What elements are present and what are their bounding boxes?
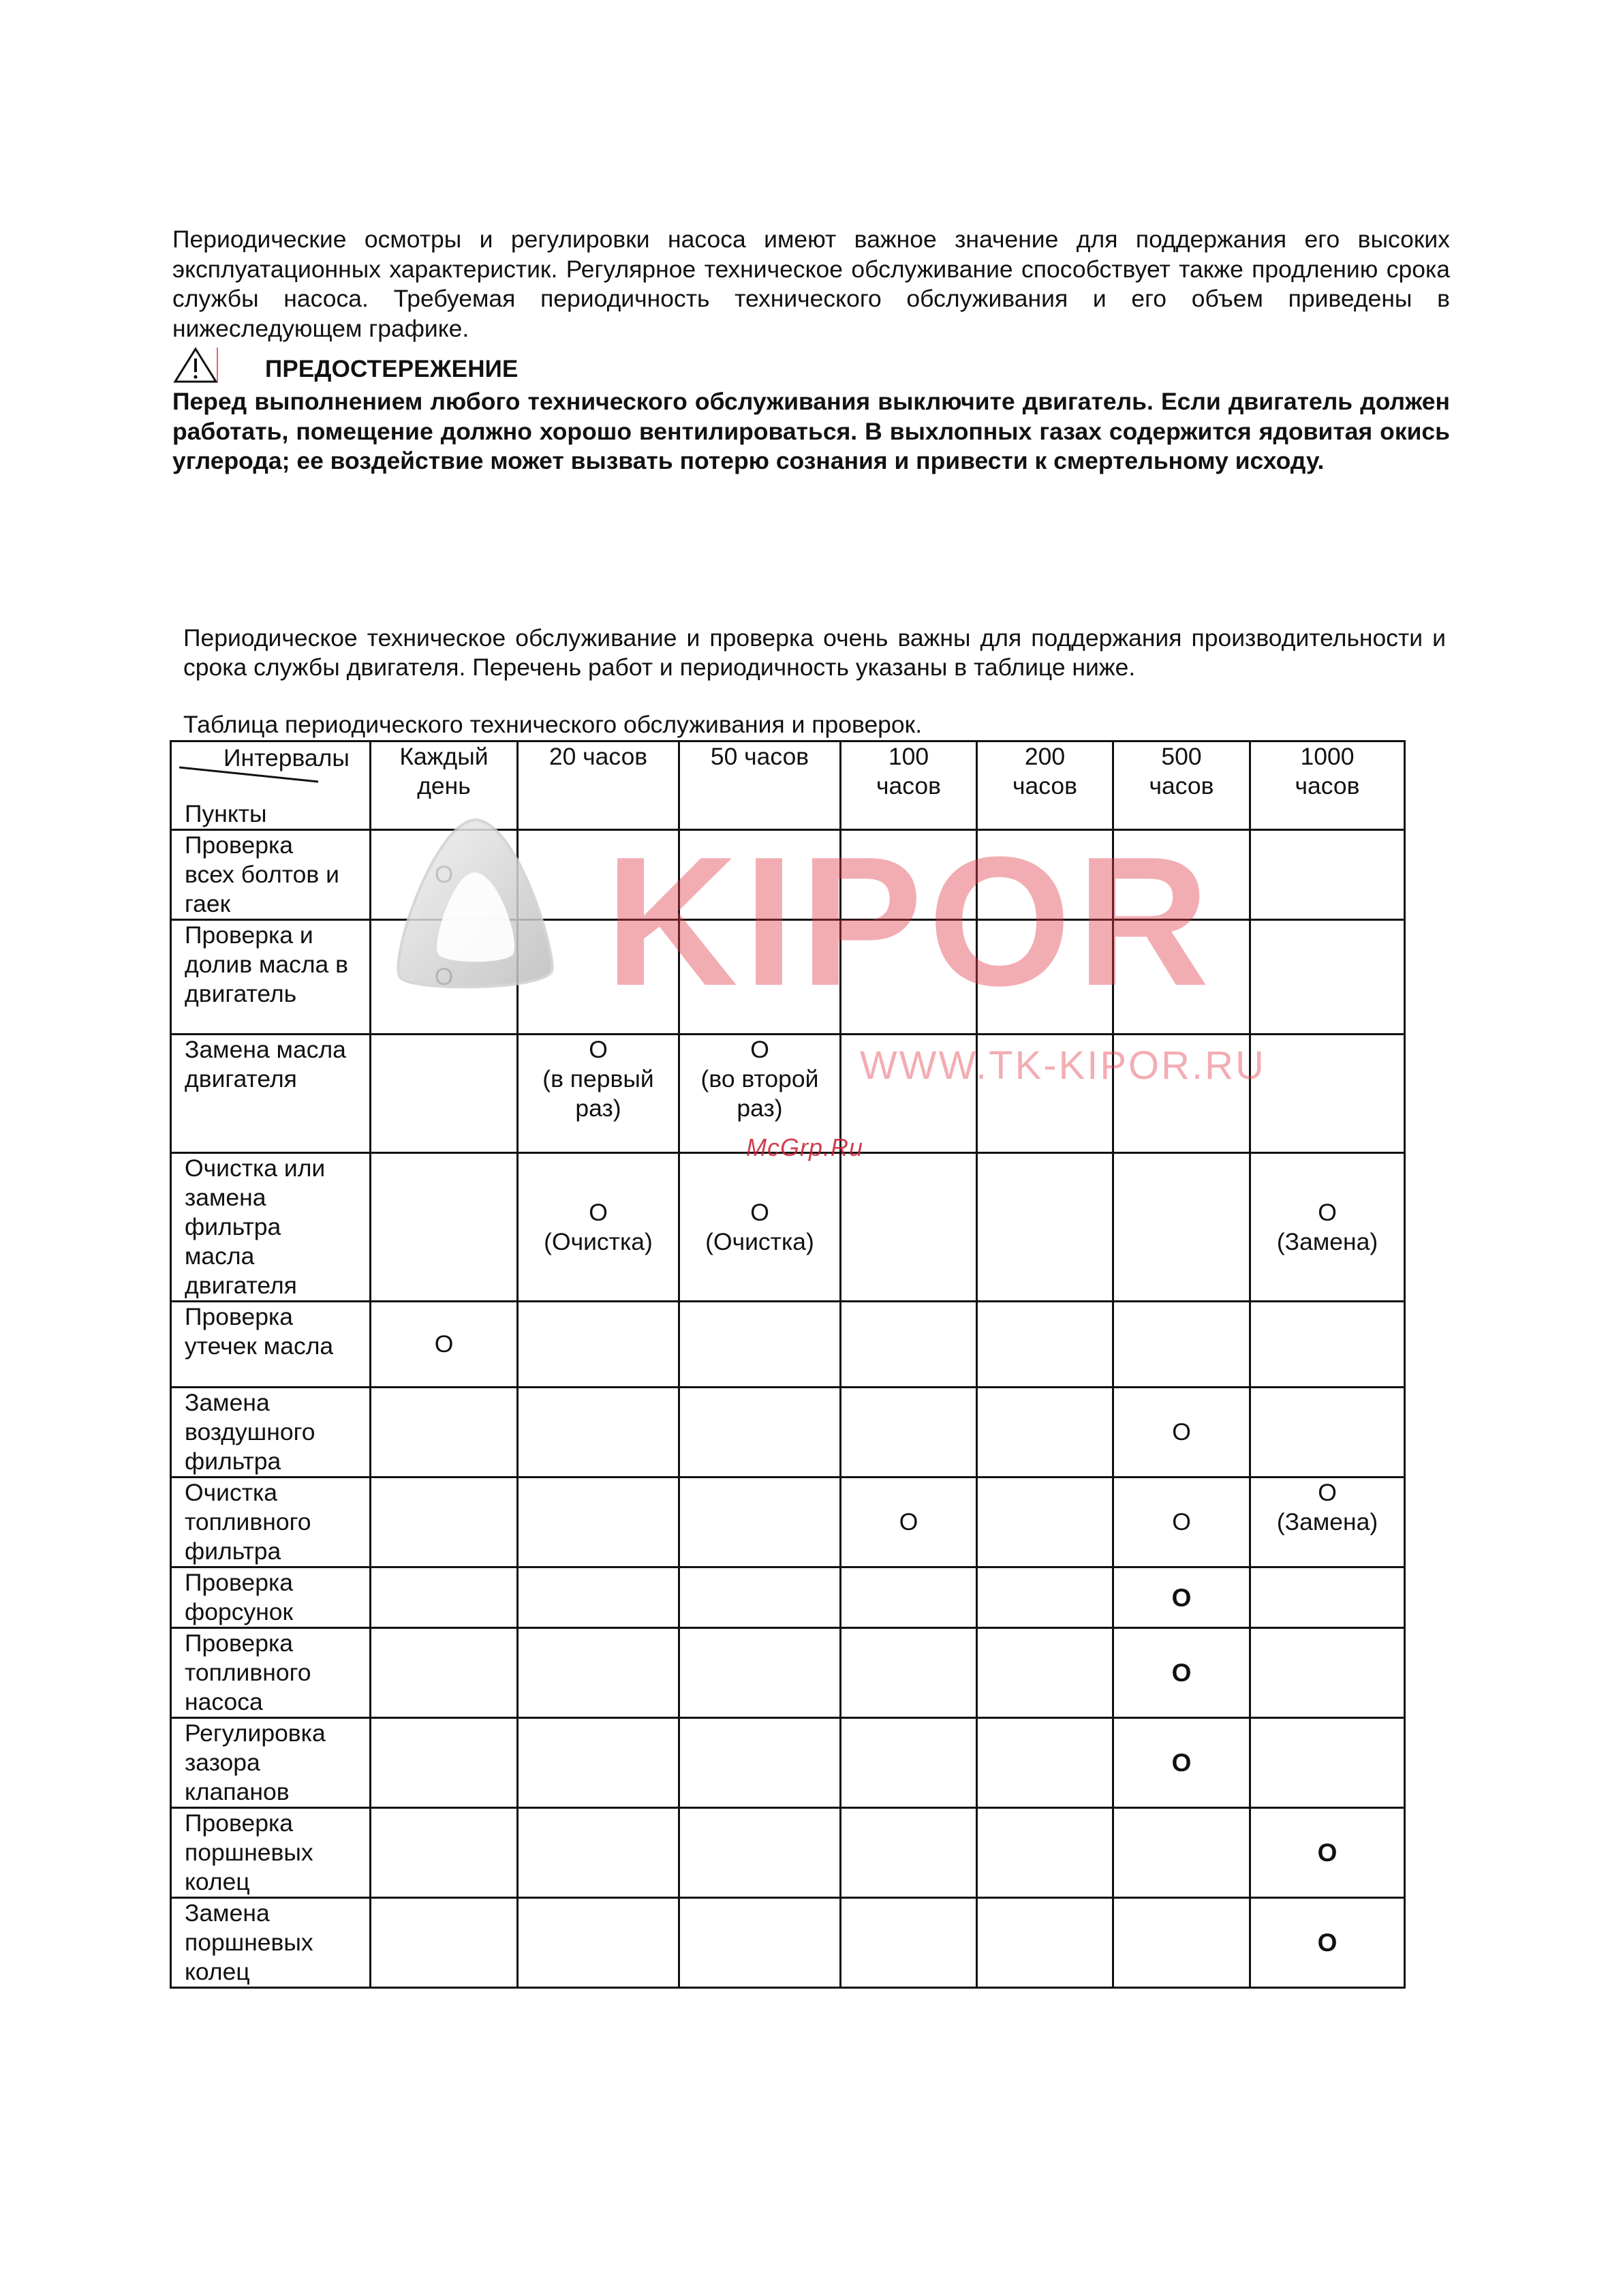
row-label — [171, 1388, 371, 1478]
row-label-line: Замена — [185, 1899, 270, 1927]
maintenance-mark — [1114, 1507, 1249, 1537]
column-header-line1: 200 — [1024, 743, 1066, 770]
schedule-cell — [371, 1898, 518, 1988]
schedule-cell — [1113, 1478, 1250, 1567]
row-label-line: Регулировка — [185, 1719, 326, 1747]
corner-intervals-label: Интервалы — [223, 744, 350, 771]
column-header-line1: 100 — [888, 743, 929, 770]
schedule-cell — [518, 1898, 679, 1988]
row-label-line: двигателя — [185, 1272, 297, 1299]
intro-text: Периодические осмотры и регулировки насоса имеют важное значение для поддержания его высоких эксплуатационных характеристик. Регулярное техническое обслуживание способствует также продлению срока службы насоса. Требуемая периодичность технического обслуживания и его объем приведены в нижеследующем графике. — [172, 226, 1450, 342]
schedule-cell — [1250, 1478, 1405, 1567]
row-label-line: масла — [185, 1242, 255, 1270]
maintenance-mark — [1251, 1478, 1404, 1537]
schedule-cell — [977, 1302, 1113, 1388]
schedule-cell — [1113, 1628, 1250, 1718]
row-label — [171, 1153, 371, 1302]
row-label-line: утечек масла — [185, 1332, 334, 1360]
row-label-line: насоса — [185, 1688, 263, 1715]
row-label-line: долив масла в — [185, 951, 349, 978]
maintenance-mark — [680, 1035, 839, 1123]
schedule-cell — [1250, 920, 1405, 1035]
table-row — [171, 1478, 1405, 1567]
column-header-3 — [841, 741, 977, 830]
table-row — [171, 1567, 1405, 1628]
maintenance-mark — [1251, 1198, 1404, 1257]
schedule-cell — [1250, 1388, 1405, 1478]
schedule-cell — [1113, 1808, 1250, 1898]
row-label-line: двигатель — [185, 980, 297, 1007]
mark-line: раз) — [737, 1095, 783, 1122]
schedule-cell — [1250, 1898, 1405, 1988]
schedule-cell — [371, 1388, 518, 1478]
row-label — [171, 1898, 371, 1988]
mark-line: (Замена) — [1276, 1227, 1378, 1255]
row-label-line: Очистка или — [185, 1154, 326, 1182]
schedule-cell — [1113, 1718, 1250, 1808]
schedule-cell — [1250, 1628, 1405, 1718]
maintenance-mark — [680, 1198, 839, 1257]
warning-title: ПРЕДОСТЕРЕЖЕНИЕ — [265, 356, 519, 382]
row-label-line: фильтра — [185, 1537, 281, 1565]
mark-line: O — [1318, 1479, 1337, 1506]
schedule-cell — [371, 1153, 518, 1302]
warning-text-block — [172, 387, 1450, 476]
mark-line: O — [589, 1036, 608, 1063]
maintenance-mark — [519, 1035, 678, 1123]
column-header-line1: 50 часов — [710, 743, 809, 770]
maintenance-mark: O — [1171, 1583, 1192, 1612]
mark-line: O — [434, 1330, 454, 1358]
schedule-cell — [518, 1628, 679, 1718]
engine-paragraph — [183, 624, 1446, 682]
schedule-cell — [1250, 1153, 1405, 1302]
row-label-line: Проверка — [185, 1809, 294, 1837]
mark-line: O — [750, 1198, 769, 1226]
schedule-cell — [1250, 1035, 1405, 1153]
row-label-line: гаек — [185, 890, 231, 917]
schedule-cell — [1113, 1567, 1250, 1628]
schedule-cell — [841, 1388, 977, 1478]
mark-line: (Замена) — [1276, 1508, 1378, 1535]
schedule-cell — [371, 1718, 518, 1808]
row-label — [171, 920, 371, 1035]
schedule-cell — [371, 1478, 518, 1567]
table-row — [171, 1302, 1405, 1388]
mark-line: (во второй — [700, 1065, 819, 1092]
mark-line: (в первый — [542, 1065, 654, 1092]
row-label-line: топливного — [185, 1508, 311, 1535]
warning-triangle-icon — [172, 346, 220, 384]
watermark-brand: KIPOR — [605, 819, 1216, 1024]
corner-items-label: Пункты — [185, 800, 267, 827]
row-label-line: поршневых — [185, 1929, 313, 1956]
schedule-cell — [679, 1153, 841, 1302]
schedule-cell — [371, 1035, 518, 1153]
schedule-cell — [518, 1388, 679, 1478]
mark-line: O — [1172, 1418, 1191, 1445]
row-label-line: воздушного — [185, 1418, 315, 1445]
schedule-cell — [841, 1898, 977, 1988]
column-header-line1: 20 часов — [548, 743, 648, 770]
schedule-cell — [841, 1153, 977, 1302]
column-header-4 — [977, 741, 1113, 830]
maintenance-mark: O — [1171, 1749, 1192, 1777]
row-label-line: Проверка — [185, 1303, 294, 1330]
schedule-cell — [977, 1898, 1113, 1988]
schedule-cell — [518, 1153, 679, 1302]
column-header-6 — [1250, 741, 1405, 830]
row-label — [171, 1808, 371, 1898]
maintenance-mark — [1114, 1418, 1249, 1447]
schedule-cell — [1250, 1302, 1405, 1388]
watermark-url: WWW.TK-KIPOR.RU — [860, 1043, 1266, 1088]
schedule-cell — [1250, 830, 1405, 920]
row-label-line: всех болтов и — [185, 861, 339, 888]
row-label-line: зазора — [185, 1749, 260, 1776]
column-header-line1: 500 — [1161, 743, 1202, 770]
maintenance-mark: O — [1317, 1839, 1338, 1867]
schedule-cell — [1250, 1718, 1405, 1808]
row-label-line: клапанов — [185, 1778, 290, 1805]
schedule-cell — [679, 1898, 841, 1988]
column-header-line1: 1000 — [1300, 743, 1355, 770]
schedule-cell — [679, 1388, 841, 1478]
table-row — [171, 1628, 1405, 1718]
schedule-cell — [518, 1808, 679, 1898]
row-label — [171, 1567, 371, 1628]
row-label-line: фильтра — [185, 1448, 281, 1475]
table-row — [171, 1388, 1405, 1478]
mark-line: O — [1318, 1198, 1337, 1226]
row-label-line: Проверка — [185, 1629, 294, 1657]
schedule-cell — [1113, 1388, 1250, 1478]
row-label-line: двигателя — [185, 1065, 297, 1092]
column-header-line2: часов — [1013, 772, 1077, 799]
row-label-line: Проверка и — [185, 921, 313, 949]
schedule-cell — [977, 1718, 1113, 1808]
schedule-cell — [518, 1478, 679, 1567]
schedule-cell — [1113, 1302, 1250, 1388]
schedule-cell — [679, 1628, 841, 1718]
schedule-cell — [841, 1808, 977, 1898]
schedule-cell — [679, 1302, 841, 1388]
column-header-line2: часов — [1295, 772, 1360, 799]
mark-line: O — [750, 1036, 769, 1063]
row-label-line: замена — [185, 1184, 266, 1211]
row-label-line: Очистка — [185, 1479, 278, 1506]
column-header-line2: часов — [876, 772, 941, 799]
maintenance-mark — [519, 1198, 678, 1257]
engine-text: Периодическое техническое обслуживание и проверка очень важны для поддержания производительности и срока службы двигателя. Перечень работ и периодичность указаны в таблице ниже. — [183, 624, 1446, 681]
row-label — [171, 1302, 371, 1388]
column-header-line2: день — [417, 772, 471, 799]
mark-line: (Очистка) — [705, 1227, 814, 1255]
row-label — [171, 830, 371, 920]
warning-text: Перед выполнением любого технического обслуживания выключите двигатель. Если двигатель должен работать, помещение должно хорошо вентилироваться. В выхлопных газах содержится ядовитая окись углерода; ее воздействие может вызвать потерю сознания и привести к смертельному исходу. — [172, 388, 1450, 474]
schedule-cell — [679, 1718, 841, 1808]
mark-line: O — [1172, 1508, 1191, 1535]
table-row — [171, 1808, 1405, 1898]
schedule-cell — [518, 1567, 679, 1628]
intro-paragraph — [172, 225, 1450, 343]
row-label-line: Замена — [185, 1389, 270, 1416]
row-label-line: Проверка — [185, 1569, 294, 1596]
schedule-cell — [841, 1628, 977, 1718]
mark-line: O — [589, 1198, 608, 1226]
schedule-cell — [518, 1302, 679, 1388]
schedule-cell — [371, 1628, 518, 1718]
row-label-line: колец — [185, 1868, 250, 1895]
mark-line: раз) — [575, 1095, 621, 1122]
maintenance-mark: O — [1317, 1929, 1338, 1957]
schedule-cell — [371, 1808, 518, 1898]
schedule-cell — [679, 1808, 841, 1898]
column-header-5 — [1113, 741, 1250, 830]
watermark-mcgrp: McGrp.Ru — [746, 1133, 864, 1161]
schedule-cell — [1250, 1567, 1405, 1628]
schedule-cell — [1113, 1898, 1250, 1988]
schedule-cell — [371, 1302, 518, 1388]
column-header-2 — [679, 741, 841, 830]
schedule-cell — [518, 1718, 679, 1808]
table-row — [171, 1153, 1405, 1302]
mark-line: (Очистка) — [544, 1227, 653, 1255]
corner-diagonal-line — [178, 765, 321, 786]
mark-line: O — [899, 1508, 918, 1535]
schedule-cell — [977, 1628, 1113, 1718]
kipor-logo-watermark — [373, 808, 578, 1012]
schedule-cell — [977, 1478, 1113, 1567]
table-row — [171, 1718, 1405, 1808]
row-label — [171, 1718, 371, 1808]
row-label — [171, 1478, 371, 1567]
schedule-cell — [841, 1478, 977, 1567]
row-label-line: топливного — [185, 1659, 311, 1686]
table-row — [171, 1898, 1405, 1988]
row-label-line: форсунок — [185, 1598, 294, 1625]
column-header-line1: Каждый — [399, 743, 489, 770]
schedule-cell — [977, 1388, 1113, 1478]
corner-header-cell — [171, 741, 371, 830]
row-label-line: поршневых — [185, 1839, 313, 1866]
schedule-cell — [841, 1718, 977, 1808]
schedule-cell — [841, 1567, 977, 1628]
table-header-row — [171, 741, 1405, 830]
maintenance-mark — [371, 1330, 516, 1359]
row-label — [171, 1035, 371, 1153]
schedule-cell — [977, 1567, 1113, 1628]
row-label-line: Проверка — [185, 831, 294, 859]
schedule-cell — [977, 1808, 1113, 1898]
column-header-line2: часов — [1149, 772, 1214, 799]
row-label-line: Замена масла — [185, 1036, 346, 1063]
table-caption: Таблица периодического технического обслуживания и проверок. — [183, 711, 923, 738]
schedule-cell — [841, 1302, 977, 1388]
maintenance-mark: O — [1171, 1659, 1192, 1687]
schedule-cell — [679, 1478, 841, 1567]
row-label-line: колец — [185, 1958, 250, 1985]
schedule-cell — [1250, 1808, 1405, 1898]
schedule-cell — [371, 1567, 518, 1628]
maintenance-mark — [841, 1507, 976, 1537]
schedule-cell — [518, 1035, 679, 1153]
schedule-cell — [679, 1567, 841, 1628]
warning-heading — [172, 346, 1450, 384]
row-label — [171, 1628, 371, 1718]
schedule-cell — [1113, 1153, 1250, 1302]
schedule-cell — [977, 1153, 1113, 1302]
row-label-line: фильтра — [185, 1213, 281, 1240]
